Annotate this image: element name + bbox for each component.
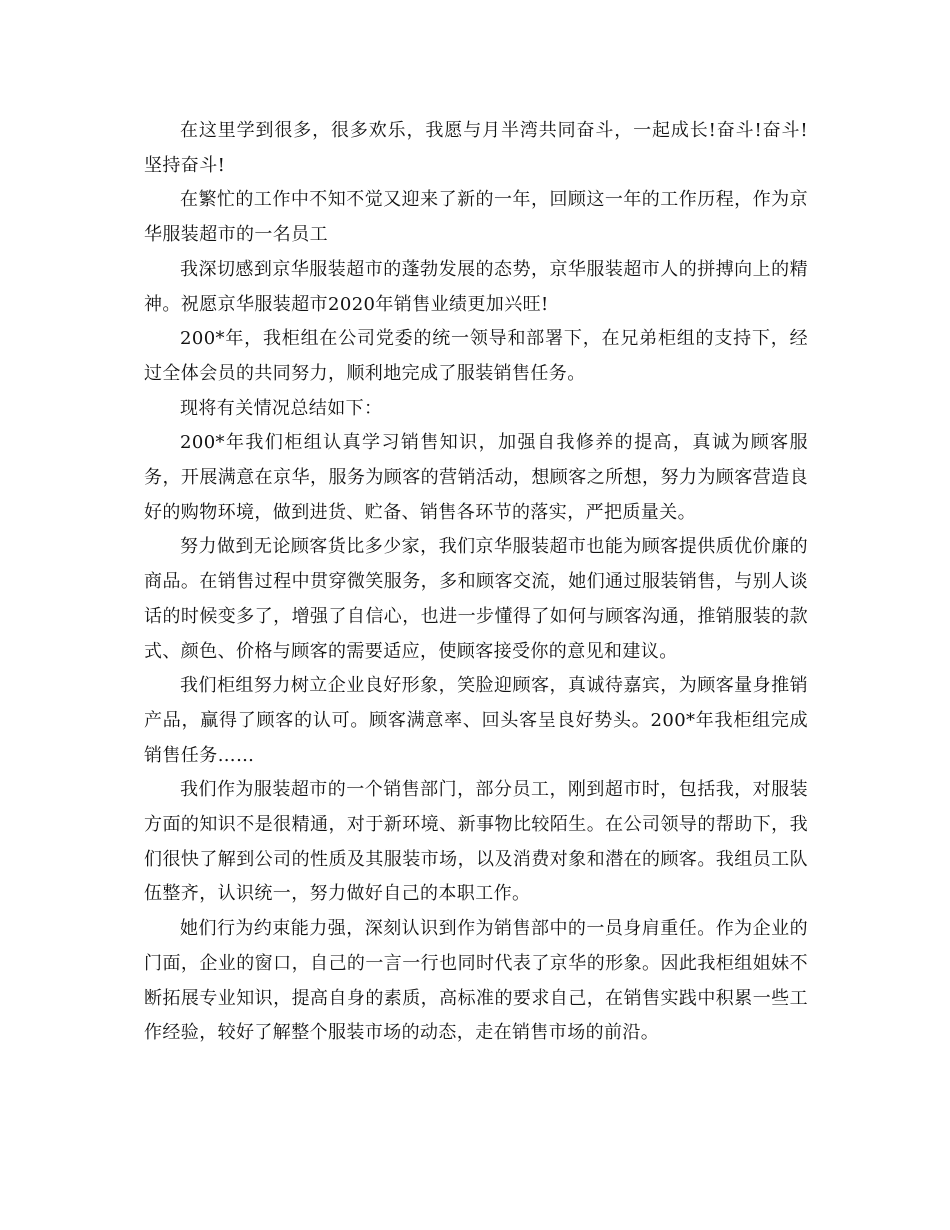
paragraph: 200*年我们柜组认真学习销售知识，加强自我修养的提高，真诚为顾客服务，开展满意在京华，服务为顾客的营销活动，想顾客之所想，努力为顾客营造良好的购物环境，做到进货、贮备、销售各环节的落实，严把质量关。 bbox=[144, 432, 808, 523]
paragraph: 200*年，我柜组在公司党委的统一领导和部署下，在兄弟柜组的支持下，经过全体会员的共同努力，顺利地完成了服装销售任务。 bbox=[144, 328, 808, 384]
paragraph: 我深切感到京华服装超市的蓬勃发展的态势，京华服装超市人的拼搏向上的精神。祝愿京华服装超市2020年销售业绩更加兴旺! bbox=[144, 258, 808, 315]
paragraph: 我们作为服装超市的一个销售部门，部分员工，刚到超市时，包括我，对服装方面的知识不是很精通，对于新环境、新事物比较陌生。在公司领导的帮助下，我们很快了解到公司的性质及其服装市场，以及消费对象和潜在的顾客。我组员工队伍整齐，认识统一，努力做好自己的本职工作。 bbox=[144, 779, 808, 905]
paragraph: 我们柜组努力树立企业良好形象，笑脸迎顾客，真诚待嘉宾，为顾客量身推销产品，赢得了顾客的认可。顾客满意率、回头客呈良好势头。200*年我柜组完成销售任务…… bbox=[144, 675, 808, 766]
paragraph: 在这里学到很多，很多欢乐，我愿与月半湾共同奋斗，一起成长!奋斗!奋斗!坚持奋斗! bbox=[144, 120, 808, 176]
paragraph: 现将有关情况总结如下： bbox=[180, 397, 383, 419]
paragraph: 努力做到无论顾客货比多少家，我们京华服装超市也能为顾客提供质优价廉的商品。在销售过程中贯穿微笑服务，多和顾客交流，她们通过服装销售，与别人谈话的时候变多了，增强了自信心，也进一步懂得了如何与顾客沟通，推销服装的款式、颜色、价格与顾客的需要适应，使顾客接受你的意见和建议。 bbox=[144, 536, 808, 662]
document-body bbox=[144, 114, 808, 1051]
paragraph: 她们行为约束能力强，深刻认识到作为销售部中的一员身肩重任。作为企业的门面，企业的窗口，自己的一言一行也同时代表了京华的形象。因此我柜组姐妹不断拓展专业知识，提高自身的素质，高标准的要求自己，在销售实践中积累一些工作经验，较好了解整个服装市场的动态，走在销售市场的前沿。 bbox=[144, 918, 808, 1044]
paragraph: 在繁忙的工作中不知不觉又迎来了新的一年，回顾这一年的工作历程，作为京华服装超市的一名员工 bbox=[144, 189, 808, 246]
